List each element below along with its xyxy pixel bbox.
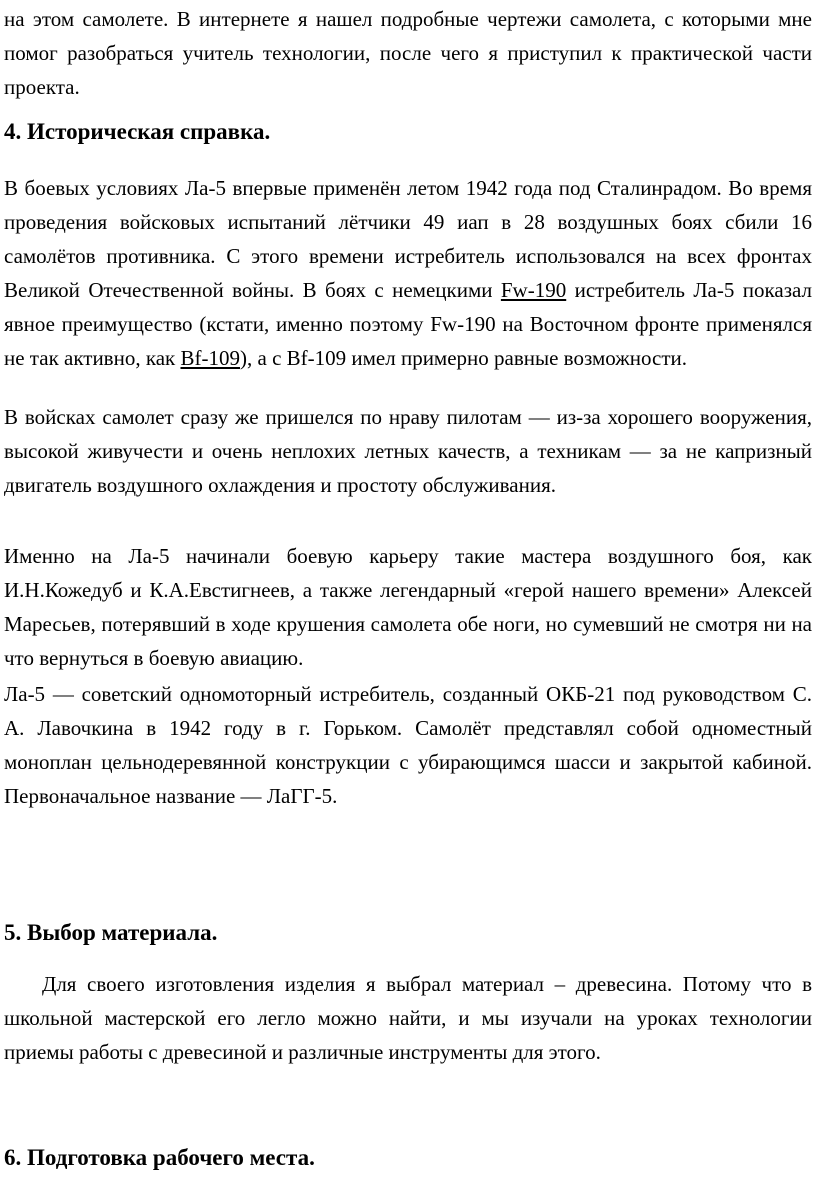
fw-190-link[interactable]: Fw-190 [500, 278, 567, 302]
section-4-paragraph-2: В войсках самолет сразу же пришелся по нраву пилотам — из-за хорошего вооружения, высокой живучести и очень неплохих летных качеств, а техникам — за не капризный двигатель воздушного охлаждения и простоту обслуживания. [4, 405, 812, 497]
intro-paragraph: на этом самолете. В интернете я нашел подробные чертежи самолета, с которыми мне помог разобраться учитель технологии, после чего я приступил к практической части проекта. [4, 7, 812, 99]
section-5-paragraph-1: Для своего изготовления изделия я выбрал материал – древесина. Потому что в школьной мастерской его легло можно найти, и мы изучали на уроках технологии приемы работы с древесиной и различные инструменты для этого. [4, 972, 812, 1064]
paragraph-text: ), а с Bf-109 имел примерно равные возможности. [240, 346, 687, 370]
paragraph-text: истребитель Ла-5 показал явное преимущество (кстати, именно поэтому Fw-190 на Восточном фронте применялся не так активно, как [4, 278, 812, 370]
section-4-heading: 4. Историческая справка. [4, 119, 271, 144]
section-4-paragraph-1 [4, 171, 812, 375]
section-6-heading: 6. Подготовка рабочего места. [4, 1145, 315, 1170]
section-5-heading: 5. Выбор материала. [4, 920, 218, 945]
section-4-paragraph-3: Именно на Ла-5 начинали боевую карьеру такие мастера воздушного боя, как И.Н.Кожедуб и К.А.Евстигнеев, а также легендарный «герой нашего времени» Алексей Маресьев, потерявший в ходе крушения самолета обе ноги, но сумевший не смотря ни на что вернуться в боевую авиацию. [4, 544, 812, 670]
bf-109-link[interactable]: Bf-109 [180, 346, 240, 370]
paragraph-text: В боевых условиях Ла-5 впервые применён летом 1942 года под Сталинрадом. Во время проведения войсковых испытаний лётчики 49 иап в 28 воздушных боях сбили 16 самолётов противника. С этого времени истребитель использовался на всех фронтах Великой Отечественной войны. В боях с немецкими [4, 176, 812, 302]
section-4-paragraph-4: Ла-5 — советский одномоторный истребитель, созданный ОКБ-21 под руководством С. А. Лавочкина в 1942 году в г. Горьком. Самолёт представлял собой одноместный моноплан цельнодеревянной конструкции с убирающимся шасси и закрытой кабиной. Первоначальное название — ЛаГГ-5. [4, 682, 812, 808]
